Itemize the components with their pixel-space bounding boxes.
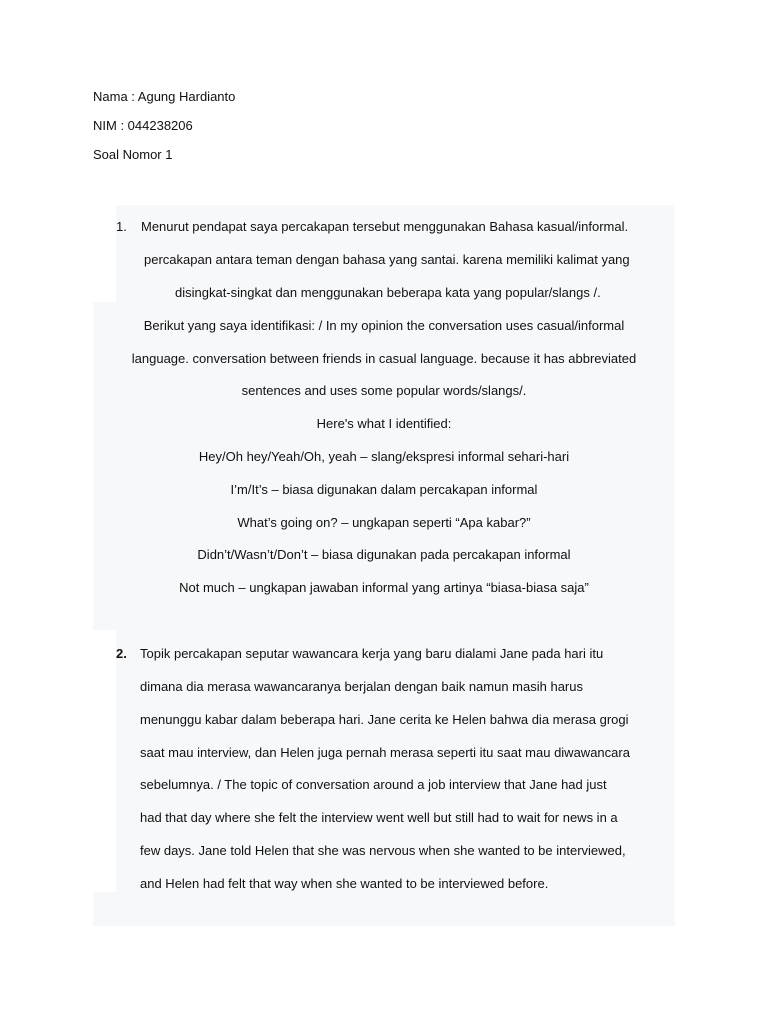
answer2-line: and Helen had felt that way when she wanted to be interviewed before.: [140, 876, 549, 891]
list-item: Not much – ungkapan jawaban informal yang artinya “biasa-biasa saja”: [179, 580, 589, 595]
answer1-line1: Menurut pendapat saya percakapan tersebut menggunakan Bahasa kasual/informal.: [141, 219, 629, 234]
answer2-shade-bottom: [93, 892, 675, 926]
answer2-line: menunggu kabar dalam beberapa hari. Jane cerita ke Helen bahwa dia merasa grogi: [140, 712, 629, 727]
nim-line: NIM : 044238206: [93, 118, 193, 133]
answer2-line: dimana dia merasa wawancaranya berjalan dengan baik namun masih harus: [140, 679, 583, 694]
answer1-number: 1.: [116, 219, 127, 234]
list-item: Hey/Oh hey/Yeah/Oh, yeah – slang/ekspresi informal sehari-hari: [198, 449, 570, 464]
list-item: Didn’t/Wasn’t/Don’t – biasa digunakan pada percakapan informal: [197, 547, 571, 562]
list-item: What’s going on? – ungkapan seperti “Apa kabar?”: [237, 515, 531, 530]
answer1-line7: Here's what I identified:: [316, 416, 452, 431]
answer1-line5: language. conversation between friends in casual language. because it has abbreviated: [131, 351, 637, 366]
list-item: I’m/It’s – biasa digunakan dalam percakapan informal: [230, 482, 538, 497]
answer2-line: few days. Jane told Helen that she was nervous when she wanted to be interviewed,: [140, 843, 626, 858]
answer1-line2: percakapan antara teman dengan bahasa yang santai. karena memiliki kalimat yang: [144, 252, 630, 267]
name-line: Nama : Agung Hardianto: [93, 89, 236, 104]
answer2-line: saat mau interview, dan Helen juga pernah merasa seperti itu saat mau diwawancara: [140, 745, 630, 760]
answer2-line: Topik percakapan seputar wawancara kerja yang baru dialami Jane pada hari itu: [140, 646, 604, 661]
answer2-line: had that day where she felt the interview went well but still had to wait for news in a: [140, 810, 618, 825]
answer2-number: 2.: [116, 646, 127, 661]
answer1-line3: disingkat-singkat dan menggunakan beberapa kata yang popular/slangs /.: [175, 285, 601, 300]
answer1-line4: Berikut yang saya identifikasi: / In my opinion the conversation uses casual/informal: [143, 318, 625, 333]
answer2-line: sebelumnya. / The topic of conversation around a job interview that Jane had just: [140, 777, 607, 792]
answer1-line6: sentences and uses some popular words/slangs/.: [241, 383, 527, 398]
question-number-line: Soal Nomor 1: [93, 147, 173, 162]
